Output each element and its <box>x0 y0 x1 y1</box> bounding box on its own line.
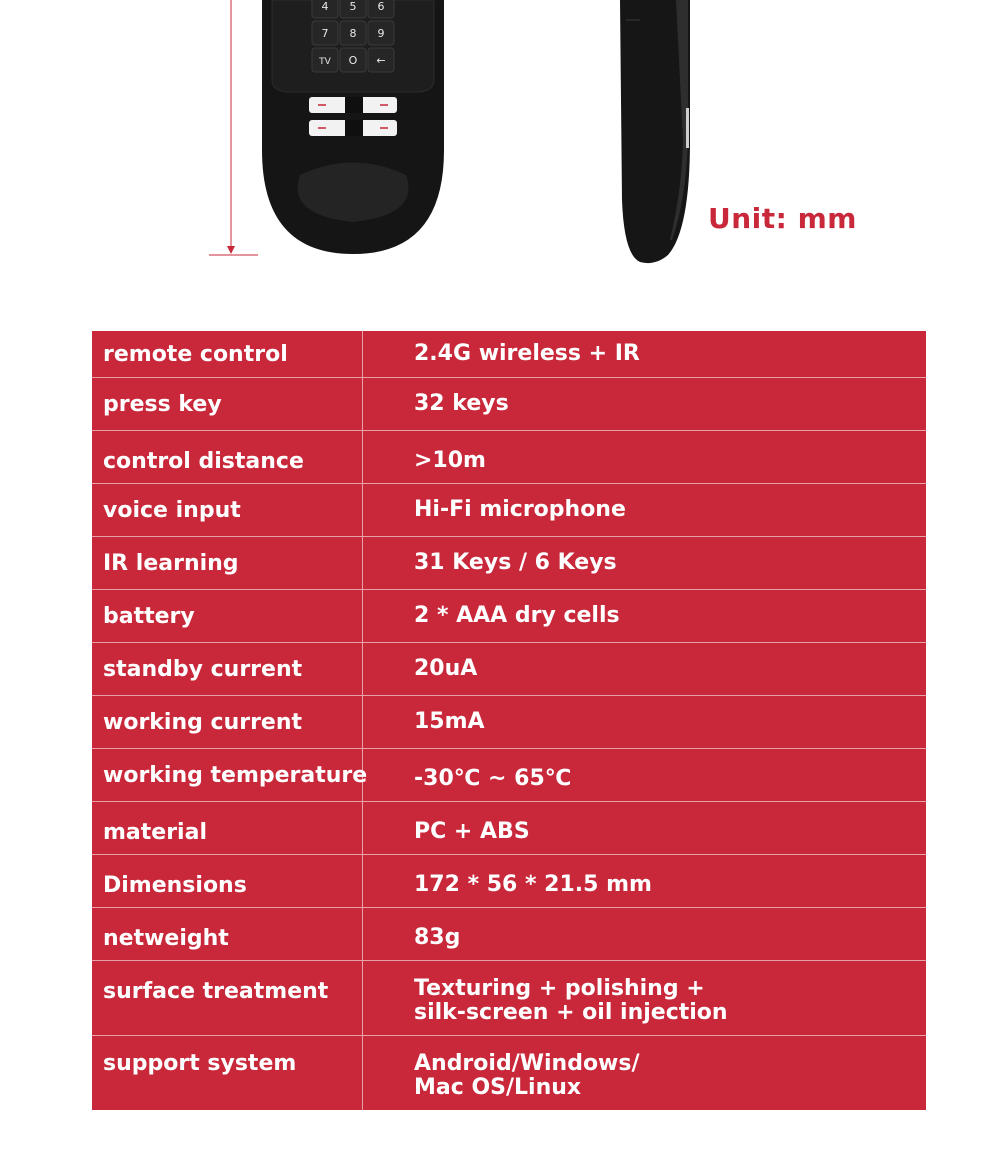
spec-value: 31 Keys / 6 Keys <box>414 550 617 575</box>
spec-label: voice input <box>92 484 363 536</box>
spec-row <box>92 961 926 1036</box>
unit-label: Unit: mm <box>708 202 857 235</box>
spec-label: material <box>92 802 363 854</box>
spec-value: >10m <box>414 448 486 473</box>
remote-key-label: TV <box>319 57 331 67</box>
remote-keypad <box>312 0 394 72</box>
remote-key-label: 8 <box>349 27 357 40</box>
spec-value: Android/Windows/ Mac OS/Linux <box>414 1051 640 1100</box>
spec-label: support system <box>92 1036 363 1110</box>
spec-row <box>92 331 926 378</box>
spec-row <box>92 378 926 431</box>
remote-key-label: ← <box>376 54 386 67</box>
remote-side-view <box>620 0 690 263</box>
remote-front-view <box>262 0 444 254</box>
spec-value: PC + ABS <box>414 819 530 844</box>
spec-value: 172 * 56 * 21.5 mm <box>414 872 652 897</box>
spec-value: 2 * AAA dry cells <box>414 603 620 628</box>
spec-row <box>92 802 926 855</box>
spec-label: IR learning <box>92 537 363 589</box>
spec-label: press key <box>92 378 363 430</box>
spec-value: 15mA <box>414 709 485 734</box>
remote-key-label: 4 <box>321 0 329 13</box>
spec-label: working current <box>92 696 363 748</box>
spec-row <box>92 855 926 908</box>
spec-label: control distance <box>92 431 363 483</box>
spec-label: netweight <box>92 908 363 960</box>
spec-row <box>92 1036 926 1110</box>
spec-value: 20uA <box>414 656 478 681</box>
spec-row <box>92 643 926 696</box>
spec-value: 2.4G wireless + IR <box>414 341 640 366</box>
spec-value: 83g <box>414 925 461 950</box>
spec-row <box>92 484 926 537</box>
spec-label: remote control <box>92 331 363 377</box>
spec-value: Texturing + polishing + silk-screen + oil injection <box>414 976 728 1025</box>
spec-row <box>92 537 926 590</box>
spec-label: battery <box>92 590 363 642</box>
spec-label: Dimensions <box>92 855 363 907</box>
dimension-line <box>209 0 258 255</box>
remote-key-label: O <box>348 54 358 67</box>
remote-key-label: 9 <box>377 27 385 40</box>
spec-value: -30℃ ~ 65℃ <box>414 766 572 791</box>
spec-label: working temperature <box>92 749 363 801</box>
spec-value: Hi-Fi microphone <box>414 497 626 522</box>
remote-illustrations <box>0 0 1000 300</box>
remote-key-label: 5 <box>349 0 357 13</box>
spec-value: 32 keys <box>414 391 509 416</box>
spec-row <box>92 749 926 802</box>
remote-key-label: 6 <box>377 0 385 13</box>
remote-key-label: 7 <box>321 27 329 40</box>
spec-table <box>92 331 926 1110</box>
spec-row <box>92 908 926 961</box>
spec-row <box>92 696 926 749</box>
spec-row <box>92 590 926 643</box>
spec-row <box>92 431 926 484</box>
spec-label: surface treatment <box>92 961 363 1035</box>
spec-label: standby current <box>92 643 363 695</box>
product-images <box>0 0 1000 300</box>
